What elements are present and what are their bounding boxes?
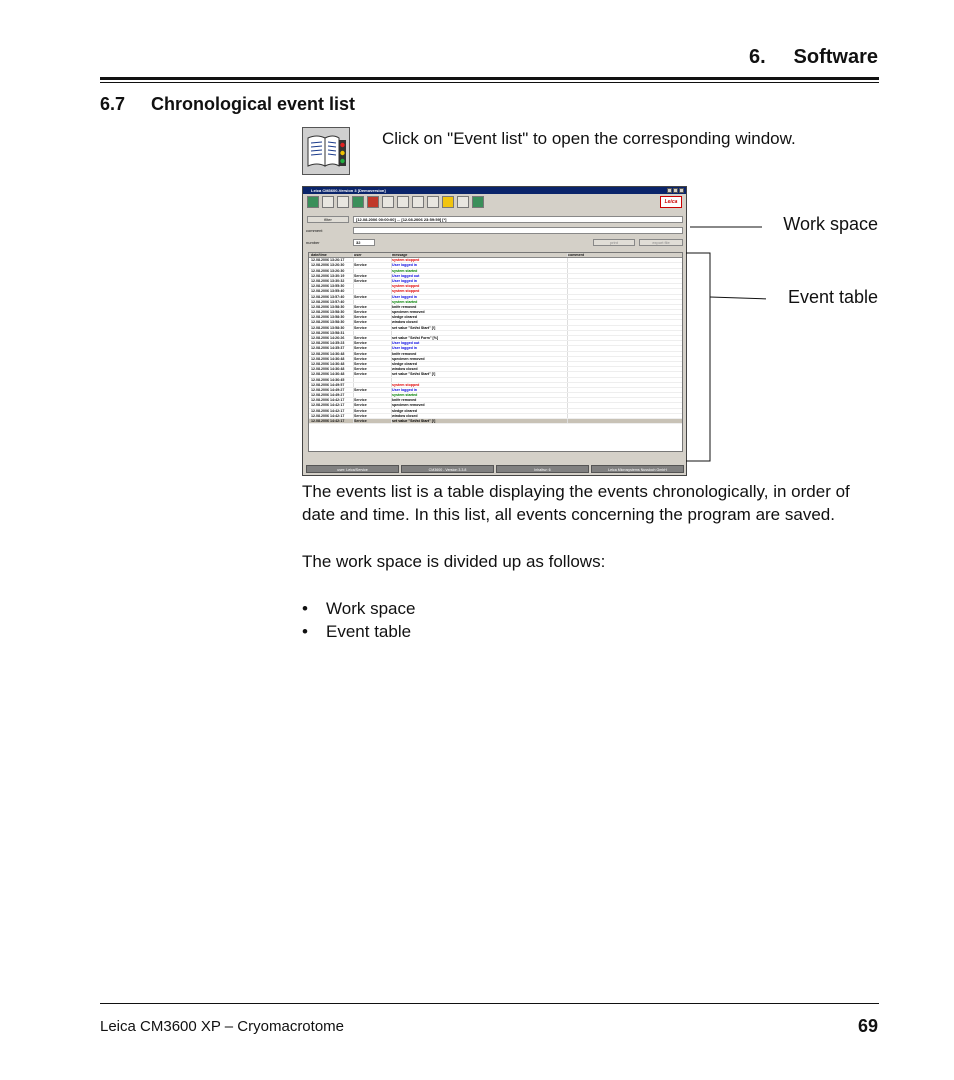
- footer-rule: [100, 1003, 879, 1004]
- table-cell: Service: [354, 274, 392, 278]
- table-cell: [568, 295, 682, 299]
- table-cell: [568, 279, 682, 283]
- table-cell: [568, 320, 682, 324]
- event-table: [308, 252, 683, 452]
- table-cell: [568, 388, 682, 392]
- table-cell: [568, 367, 682, 371]
- table-cell: 12.08.2006 13:58:30: [309, 315, 354, 319]
- paragraph-line: The events list is a table displaying the events chronologically, in order of: [302, 482, 850, 501]
- table-cell: knife removed: [392, 352, 568, 356]
- table-cell: [568, 393, 682, 397]
- table-cell: [568, 269, 682, 273]
- table-cell: 12.08.2006 14:42:17: [309, 414, 354, 418]
- table-cell: set value "Set/st Start" [!]: [392, 419, 568, 423]
- table-cell: [568, 326, 682, 330]
- lamp-icon[interactable]: [382, 196, 394, 208]
- toolbar: [307, 196, 484, 208]
- comment-label: comment: [306, 228, 323, 233]
- table-cell: knife removed: [392, 398, 568, 402]
- table-cell: 12.08.2006 14:36:48: [309, 372, 354, 376]
- event-list-tool-icon[interactable]: [352, 196, 364, 208]
- table-cell: [568, 300, 682, 304]
- table-cell: [568, 336, 682, 340]
- table-cell: set value "Set/st Start" [!]: [392, 372, 568, 376]
- event-list-icon[interactable]: [302, 127, 350, 175]
- table-cell: window closed: [392, 367, 568, 371]
- table-cell: 12.08.2006 14:35:37: [309, 346, 354, 350]
- paragraph-events-list: [302, 480, 850, 526]
- export-file-button[interactable]: export file: [639, 239, 683, 246]
- table-cell: set value "Set/st Form" [%]: [392, 336, 568, 340]
- leica-logo: Leica: [660, 196, 682, 208]
- table-cell: Service: [354, 362, 392, 366]
- table-cell: 12.08.2006 13:58:30: [309, 326, 354, 330]
- event-table-body: [309, 258, 682, 424]
- table-cell: [568, 315, 682, 319]
- list-item: • Event table: [302, 620, 415, 643]
- callout-event-table: Event table: [787, 287, 878, 307]
- table-cell: User logged out: [392, 274, 568, 278]
- table-cell: [568, 419, 682, 423]
- table-cell: 12.08.2006 14:42:17: [309, 419, 354, 423]
- table-cell: 12.08.2006 14:42:17: [309, 398, 354, 402]
- table-cell: 12.08.2006 13:57:40: [309, 300, 354, 304]
- table-cell: 12.08.2006 14:42:17: [309, 403, 354, 407]
- comment-field[interactable]: [353, 227, 683, 234]
- list-item: • Work space: [302, 597, 415, 620]
- table-cell: Service: [354, 320, 392, 324]
- close-icon[interactable]: [679, 188, 684, 193]
- save-icon[interactable]: [397, 196, 409, 208]
- table-cell: User logged out: [392, 341, 568, 345]
- minimize-icon[interactable]: [667, 188, 672, 193]
- table-cell: Service: [354, 398, 392, 402]
- header-rule-thick: [100, 77, 879, 80]
- section-title: Chronological event list: [151, 94, 356, 114]
- table-cell: [568, 362, 682, 366]
- table-cell: [568, 310, 682, 314]
- table-cell: Service: [354, 326, 392, 330]
- column-header[interactable]: message: [392, 253, 568, 257]
- table-cell: Service: [354, 305, 392, 309]
- table-cell: system stopped: [392, 284, 568, 288]
- toolbar-icon-1[interactable]: [307, 196, 319, 208]
- table-cell: Service: [354, 295, 392, 299]
- chart-icon[interactable]: [337, 196, 349, 208]
- monitor-icon[interactable]: [472, 196, 484, 208]
- table-cell: system stopped: [392, 289, 568, 293]
- table-cell: Service: [354, 409, 392, 413]
- print-icon[interactable]: [412, 196, 424, 208]
- table-cell: [568, 274, 682, 278]
- column-header[interactable]: user: [354, 253, 392, 257]
- chapter-heading: [749, 46, 878, 69]
- table-cell: [568, 341, 682, 345]
- table-cell: 12.08.2006 13:58:30: [309, 305, 354, 309]
- table-row[interactable]: [309, 419, 682, 424]
- table-cell: 12.08.2006 14:36:45: [309, 378, 354, 382]
- table-cell: 12.08.2006 13:26:30: [309, 269, 354, 273]
- table-cell: set value "Set/st Start" [!]: [392, 326, 568, 330]
- bullet-list: [302, 597, 415, 643]
- table-cell: 12.08.2006 14:49:27: [309, 393, 354, 397]
- table-cell: Service: [354, 419, 392, 423]
- window-controls: [667, 188, 684, 193]
- table-cell: 12.08.2006 14:49:27: [309, 388, 354, 392]
- table-cell: Service: [354, 388, 392, 392]
- table-cell: 12.08.2006 13:30:19: [309, 274, 354, 278]
- table-cell: 12.08.2006 14:35:23: [309, 341, 354, 345]
- column-header[interactable]: date/time: [309, 253, 354, 257]
- table-cell: 12.08.2006 14:49:57: [309, 383, 354, 387]
- table-cell: [354, 284, 392, 288]
- table-cell: sledge cleared: [392, 315, 568, 319]
- status-index: Inhaltsv: 6: [496, 465, 589, 473]
- table-cell: [392, 378, 568, 382]
- table-cell: [568, 414, 682, 418]
- table-cell: 12.08.2006 14:26:26: [309, 336, 354, 340]
- face-icon[interactable]: [442, 196, 454, 208]
- event-list-window: [302, 186, 687, 476]
- chapter-title: Software: [793, 46, 878, 68]
- table-cell: [354, 331, 392, 335]
- table-cell: [568, 289, 682, 293]
- table-cell: Service: [354, 414, 392, 418]
- number-field: 32: [353, 239, 375, 246]
- table-cell: 12.08.2006 13:57:40: [309, 295, 354, 299]
- table-cell: Service: [354, 263, 392, 267]
- table-cell: Service: [354, 367, 392, 371]
- table-cell: [568, 403, 682, 407]
- table-cell: [392, 331, 568, 335]
- table-cell: [354, 269, 392, 273]
- paragraph-line: date and time. In this list, all events concerning the program are saved.: [302, 505, 835, 524]
- status-bar: [306, 465, 684, 473]
- paragraph-work-space: The work space is divided up as follows:: [302, 552, 606, 571]
- window-titlebar: Leica CM3600-Version 3 [Demoversion]: [303, 187, 686, 194]
- table-cell: [354, 300, 392, 304]
- table-cell: Service: [354, 346, 392, 350]
- table-cell: [568, 305, 682, 309]
- filter-button[interactable]: filter: [307, 216, 349, 223]
- table-cell: Service: [354, 336, 392, 340]
- table-cell: [568, 372, 682, 376]
- warning-icon[interactable]: [367, 196, 379, 208]
- table-cell: Service: [354, 279, 392, 283]
- table-cell: specimen removed: [392, 403, 568, 407]
- callout-lines: [686, 215, 766, 465]
- table-cell: 12.08.2006 14:36:48: [309, 367, 354, 371]
- filter-field[interactable]: [12.08.2006 00:00:00] ... [12.08.2006 23:59:59] [*]: [353, 216, 683, 223]
- table-cell: User logged in: [392, 388, 568, 392]
- table-cell: sledge cleared: [392, 362, 568, 366]
- table-cell: [568, 352, 682, 356]
- table-cell: [568, 331, 682, 335]
- page-number: 69: [857, 1016, 878, 1036]
- table-cell: 12.08.2006 13:58:31: [309, 331, 354, 335]
- table-cell: 12.08.2006 14:36:48: [309, 357, 354, 361]
- table-cell: specimen removed: [392, 310, 568, 314]
- table-cell: knife removed: [392, 305, 568, 309]
- table-cell: [354, 393, 392, 397]
- table-cell: [354, 378, 392, 382]
- table-cell: [354, 289, 392, 293]
- table-cell: Service: [354, 357, 392, 361]
- pen-icon[interactable]: [427, 196, 439, 208]
- table-cell: [568, 346, 682, 350]
- table-cell: User logged in: [392, 279, 568, 283]
- table-cell: 12.08.2006 13:26:17: [309, 258, 354, 262]
- table-cell: system stopped: [392, 383, 568, 387]
- table-cell: system stopped: [392, 258, 568, 262]
- table-cell: 12.08.2006 13:30:32: [309, 279, 354, 283]
- table-cell: 12.08.2006 13:26:30: [309, 263, 354, 267]
- table-cell: 12.08.2006 13:55:40: [309, 289, 354, 293]
- column-header[interactable]: comment: [568, 253, 584, 257]
- table-cell: [568, 357, 682, 361]
- callout-work-space: Work space: [783, 214, 878, 234]
- table-cell: [568, 258, 682, 262]
- table-cell: window closed: [392, 414, 568, 418]
- table-cell: 12.08.2006 14:36:48: [309, 362, 354, 366]
- section-heading: [100, 94, 355, 115]
- table-cell: 12.08.2006 14:36:48: [309, 352, 354, 356]
- maximize-icon[interactable]: [673, 188, 678, 193]
- table-cell: [568, 383, 682, 387]
- table-cell: [568, 263, 682, 267]
- table-cell: [354, 258, 392, 262]
- chapter-number: 6.: [749, 46, 766, 68]
- table-cell: [568, 378, 682, 382]
- footer-product: Leica CM3600 XP – Cryomacrotome: [100, 1018, 344, 1035]
- table-cell: User logged in: [392, 346, 568, 350]
- table-cell: window closed: [392, 320, 568, 324]
- table-cell: Service: [354, 315, 392, 319]
- table-cell: 12.08.2006 13:55:30: [309, 284, 354, 288]
- table-cell: User logged in: [392, 263, 568, 267]
- number-label: number: [306, 240, 320, 245]
- status-company: Leica Microsystems Nussloch GmbH: [591, 465, 684, 473]
- table-cell: system started: [392, 393, 568, 397]
- table-cell: [568, 284, 682, 288]
- table-cell: Service: [354, 352, 392, 356]
- status-user: user: Leica/Service: [306, 465, 399, 473]
- print-button[interactable]: print: [593, 239, 635, 246]
- table-cell: [568, 409, 682, 413]
- intro-text: Click on "Event list" to open the corresponding window.: [382, 129, 796, 148]
- table-cell: 12.08.2006 13:58:30: [309, 310, 354, 314]
- status-version: CM3600 - Version 3.3.8: [401, 465, 494, 473]
- table-cell: system started: [392, 300, 568, 304]
- table-cell: User logged in: [392, 295, 568, 299]
- table-cell: [568, 398, 682, 402]
- table-cell: 12.08.2006 14:42:17: [309, 409, 354, 413]
- table-cell: Service: [354, 372, 392, 376]
- table-cell: Service: [354, 310, 392, 314]
- table-cell: Service: [354, 403, 392, 407]
- table-cell: Service: [354, 341, 392, 345]
- table-cell: system started: [392, 269, 568, 273]
- table-cell: specimen removed: [392, 357, 568, 361]
- section-number: 6.7: [100, 94, 126, 114]
- tools-icon[interactable]: [322, 196, 334, 208]
- header-rule-thin: [100, 82, 879, 83]
- help-icon[interactable]: [457, 196, 469, 208]
- table-cell: [354, 383, 392, 387]
- table-cell: sledge cleared: [392, 409, 568, 413]
- table-cell: 12.08.2006 13:58:30: [309, 320, 354, 324]
